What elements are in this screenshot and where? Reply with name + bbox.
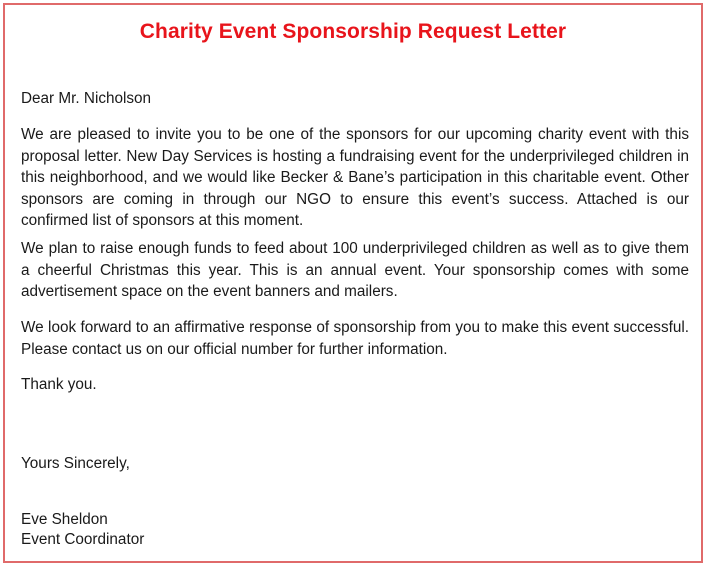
salutation: Dear Mr. Nicholson — [21, 90, 152, 107]
signature-name: Eve Sheldon — [21, 511, 108, 528]
signature-title: Event Coordinator — [21, 531, 145, 548]
body-paragraph-3: We look forward to an affirmative response of sponsorship from you to make this event successful. Please contact us on our official number for further information. — [21, 319, 689, 358]
letter-title: Charity Event Sponsorship Request Letter — [139, 20, 567, 43]
thank-you-line: Thank you. — [21, 376, 97, 393]
closing-line: Yours Sincerely, — [21, 455, 130, 472]
body-paragraph-2: We plan to raise enough funds to feed about 100 underprivileged children as well as to give them a cheerful Christmas this year. This is an annual event. Your sponsorship comes with some advertisement space on the event banners and mailers. — [21, 240, 689, 300]
body-paragraph-1: We are pleased to invite you to be one of the sponsors for our upcoming charity event with this proposal letter. New Day Services is hosting a fundraising event for the underprivileged children in this neighborhood, and we would like Becker & Bane’s participation in this charitable event. Other sponsors are coming in through our NGO to ensure this event’s success. Attached is our confirmed list of sponsors at this moment. — [21, 126, 689, 229]
